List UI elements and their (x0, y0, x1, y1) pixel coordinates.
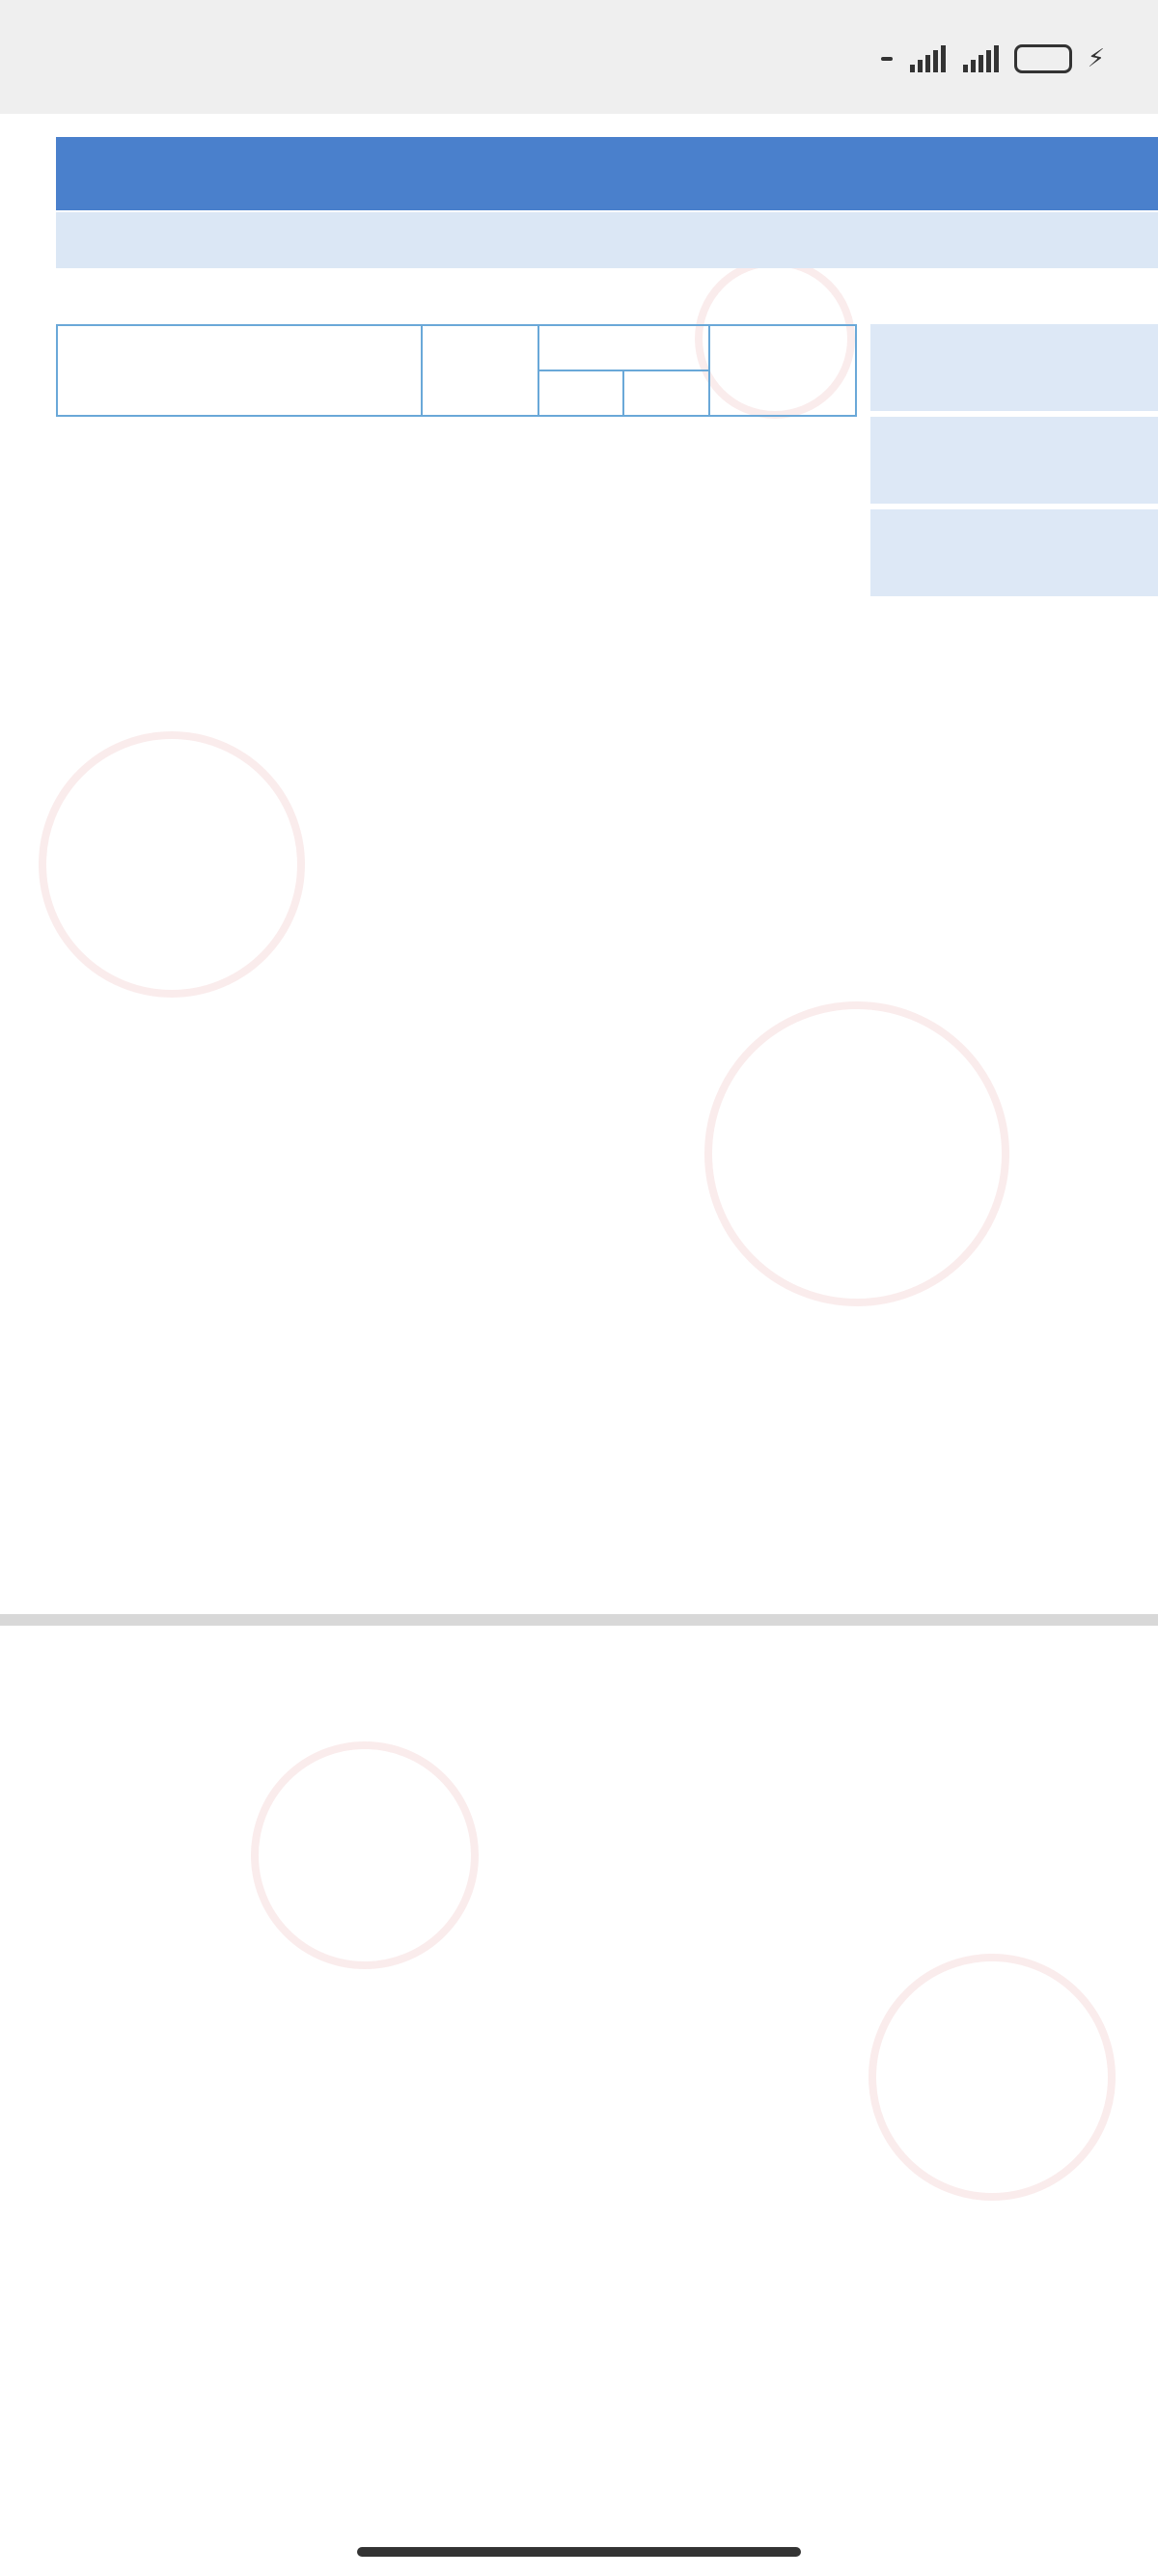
battery-icon (1014, 44, 1072, 73)
watermark-seal (704, 1001, 1009, 1306)
hd-voice-icon (881, 57, 893, 61)
section-description (56, 212, 1158, 268)
note-overdue-card (870, 509, 1158, 596)
side-notes (870, 324, 1158, 602)
watermark-seal (251, 1741, 479, 1969)
col-other (623, 370, 709, 416)
page-separator (0, 1614, 1158, 1626)
col-credit-card (422, 325, 538, 416)
section-title-bar (56, 137, 1158, 210)
system-icons (881, 44, 1105, 73)
note-house-loan (870, 417, 1158, 504)
signal-icon-2 (961, 45, 999, 72)
status-bar (0, 0, 1158, 114)
watermark-seal (39, 731, 305, 998)
bolt-icon: ⚡ (1087, 44, 1105, 73)
col-house (538, 370, 624, 416)
overview-table (56, 324, 857, 417)
home-indicator[interactable] (357, 2547, 801, 2557)
report-page-2 (0, 1626, 1158, 2576)
signal-icon-1 (908, 45, 946, 72)
col-other-business (709, 325, 856, 416)
note-overdue-impact (870, 324, 1158, 411)
col-loan (538, 325, 709, 370)
report-page-1 (0, 114, 1158, 1614)
watermark-seal (868, 1954, 1116, 2201)
